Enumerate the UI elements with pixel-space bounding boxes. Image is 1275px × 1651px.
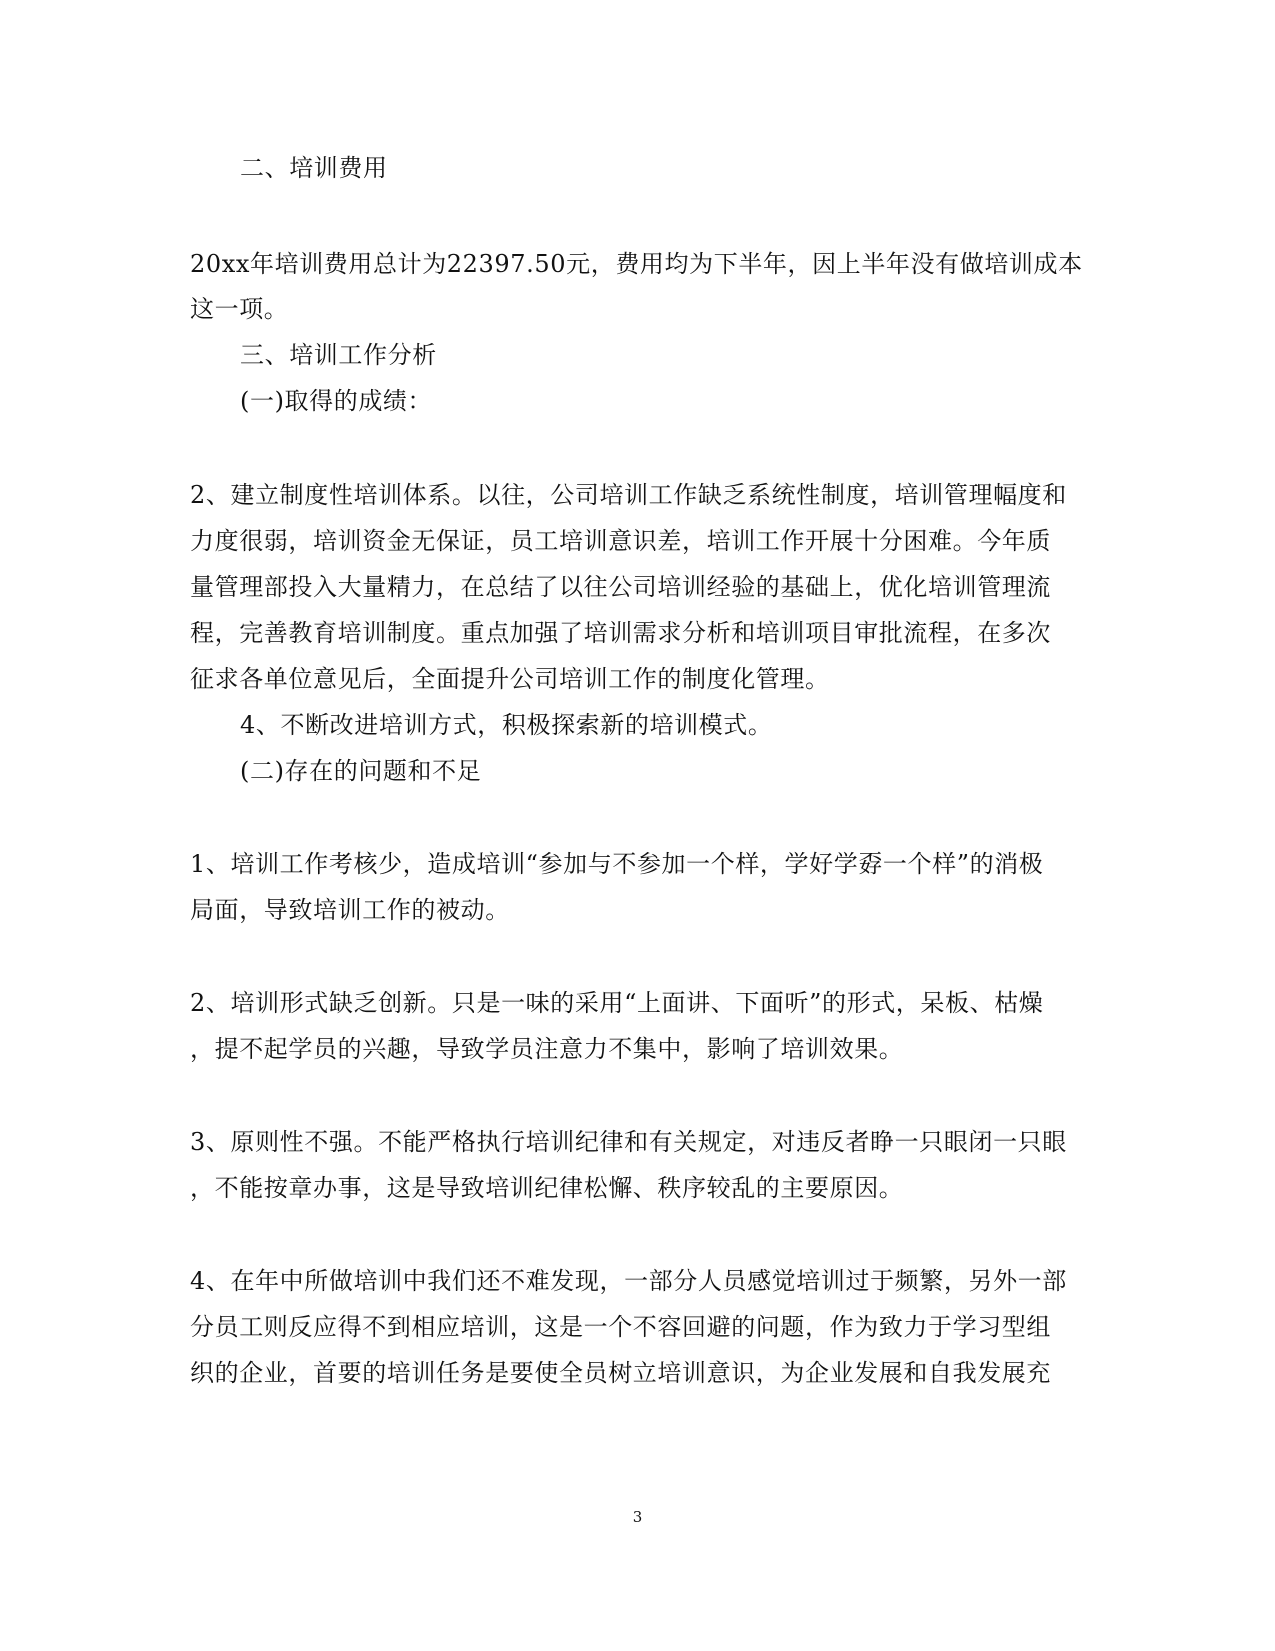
problem-4-line-2: 分员工则反应得不到相应培训，这是一个不容回避的问题，作为致力于学习型组 <box>190 1313 1051 1341</box>
item-2-line-1: 2、建立制度性培训体系。以往，公司培训工作缺乏系统性制度，培训管理幅度和 <box>190 481 1067 509</box>
section-heading-training-costs: 二、培训费用 <box>240 154 388 182</box>
sub-heading-problems: (二)存在的问题和不足 <box>240 757 482 785</box>
problem-2-line-1: 2、培训形式缺乏创新。只是一味的采用“上面讲、下面听”的形式，呆板、枯燥 <box>190 989 1044 1017</box>
problem-1-line-1: 1、培训工作考核少，造成培训“参加与不参加一个样，学好学孬一个样”的消极 <box>190 850 1044 878</box>
item-2-line-4: 程，完善教育培训制度。重点加强了培训需求分析和培训项目审批流程，在多次 <box>190 619 1051 647</box>
problem-3-line-2: ，不能按章办事，这是导致培训纪律松懈、秩序较乱的主要原因。 <box>190 1174 904 1202</box>
item-2-line-5: 征求各单位意见后，全面提升公司培训工作的制度化管理。 <box>190 665 830 693</box>
problem-1-line-2: 局面，导致培训工作的被动。 <box>190 896 510 924</box>
problem-4-line-3: 织的企业，首要的培训任务是要使全员树立培训意识，为企业发展和自我发展充 <box>190 1359 1051 1387</box>
problem-4-line-1: 4、在年中所做培训中我们还不难发现，一部分人员感觉培训过于频繁，另外一部 <box>190 1267 1067 1295</box>
sub-heading-achievements: (一)取得的成绩： <box>240 387 433 415</box>
cost-paragraph-line-1: 20xx年培训费用总计为22397.50元，费用均为下半年，因上半年没有做培训成本 <box>190 250 1083 278</box>
item-2-line-3: 量管理部投入大量精力，在总结了以往公司培训经验的基础上，优化培训管理流 <box>190 573 1051 601</box>
problem-3-line-1: 3、原则性不强。不能严格执行培训纪律和有关规定，对违反者睁一只眼闭一只眼 <box>190 1128 1067 1156</box>
section-heading-training-analysis: 三、培训工作分析 <box>240 341 437 369</box>
problem-2-line-2: ，提不起学员的兴趣，导致学员注意力不集中，影响了培训效果。 <box>190 1035 904 1063</box>
item-2-line-2: 力度很弱，培训资金无保证，员工培训意识差，培训工作开展十分困难。今年质 <box>190 527 1051 555</box>
item-4: 4、不断改进培训方式，积极探索新的培训模式。 <box>240 711 773 739</box>
page-number: 3 <box>632 1508 643 1526</box>
cost-paragraph-line-2: 这一项。 <box>190 295 289 323</box>
